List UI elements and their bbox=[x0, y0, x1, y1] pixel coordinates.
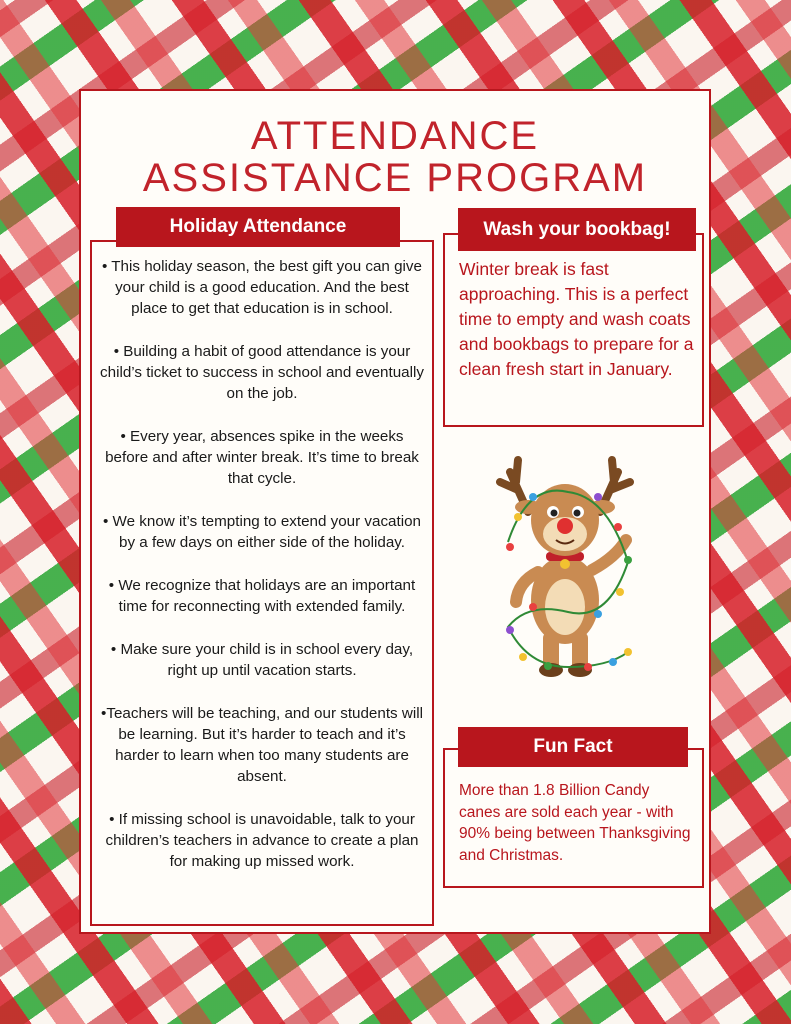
holiday-attendance-box bbox=[90, 240, 434, 926]
list-item: •Teachers will be teaching, and our students will be learning. But it’s harder to teach and it’s harder to learn when too many students are absent. bbox=[101, 705, 423, 785]
holiday-attendance-heading: Holiday Attendance bbox=[116, 207, 400, 247]
fun-fact-text: More than 1.8 Billion Candy canes are sold each year - with 90% being between Thanksgiving and Christmas. bbox=[459, 782, 691, 864]
list-item: • Every year, absences spike in the weeks before and after winter break. It’s time to break that cycle. bbox=[105, 428, 419, 487]
list-item: • If missing school is unavoidable, talk to your children’s teachers in advance to create a plan for making up missed work. bbox=[105, 811, 419, 870]
list-item: • Make sure your child is in school every day, right up until vacation starts. bbox=[110, 641, 414, 679]
holiday-bullets bbox=[98, 256, 426, 894]
list-item: • We recognize that holidays are an important time for reconnecting with extended family. bbox=[108, 577, 416, 615]
list-item: • This holiday season, the best gift you can give your child is a good education. And the best place to get that education is in school. bbox=[102, 258, 422, 317]
fun-fact-heading: Fun Fact bbox=[458, 727, 688, 767]
bookbag-text: Winter break is fast approaching. This is a perfect time to empty and wash coats and bookbags to prepare for a clean fresh start in January. bbox=[459, 259, 694, 379]
list-item: • Building a habit of good attendance is your child’s ticket to success in school and eventually on the job. bbox=[100, 343, 424, 402]
bookbag-heading: Wash your bookbag! bbox=[458, 208, 696, 251]
reindeer-illustration bbox=[488, 452, 643, 687]
list-item: • We know it’s tempting to extend your vacation by a few days on either side of the holiday. bbox=[103, 513, 421, 551]
fun-fact-box bbox=[443, 748, 704, 888]
bookbag-box bbox=[443, 233, 704, 427]
title-line-1: ATTENDANCE bbox=[250, 114, 540, 158]
title-line-2: ASSISTANCE PROGRAM bbox=[142, 156, 648, 200]
page-title bbox=[81, 115, 709, 199]
